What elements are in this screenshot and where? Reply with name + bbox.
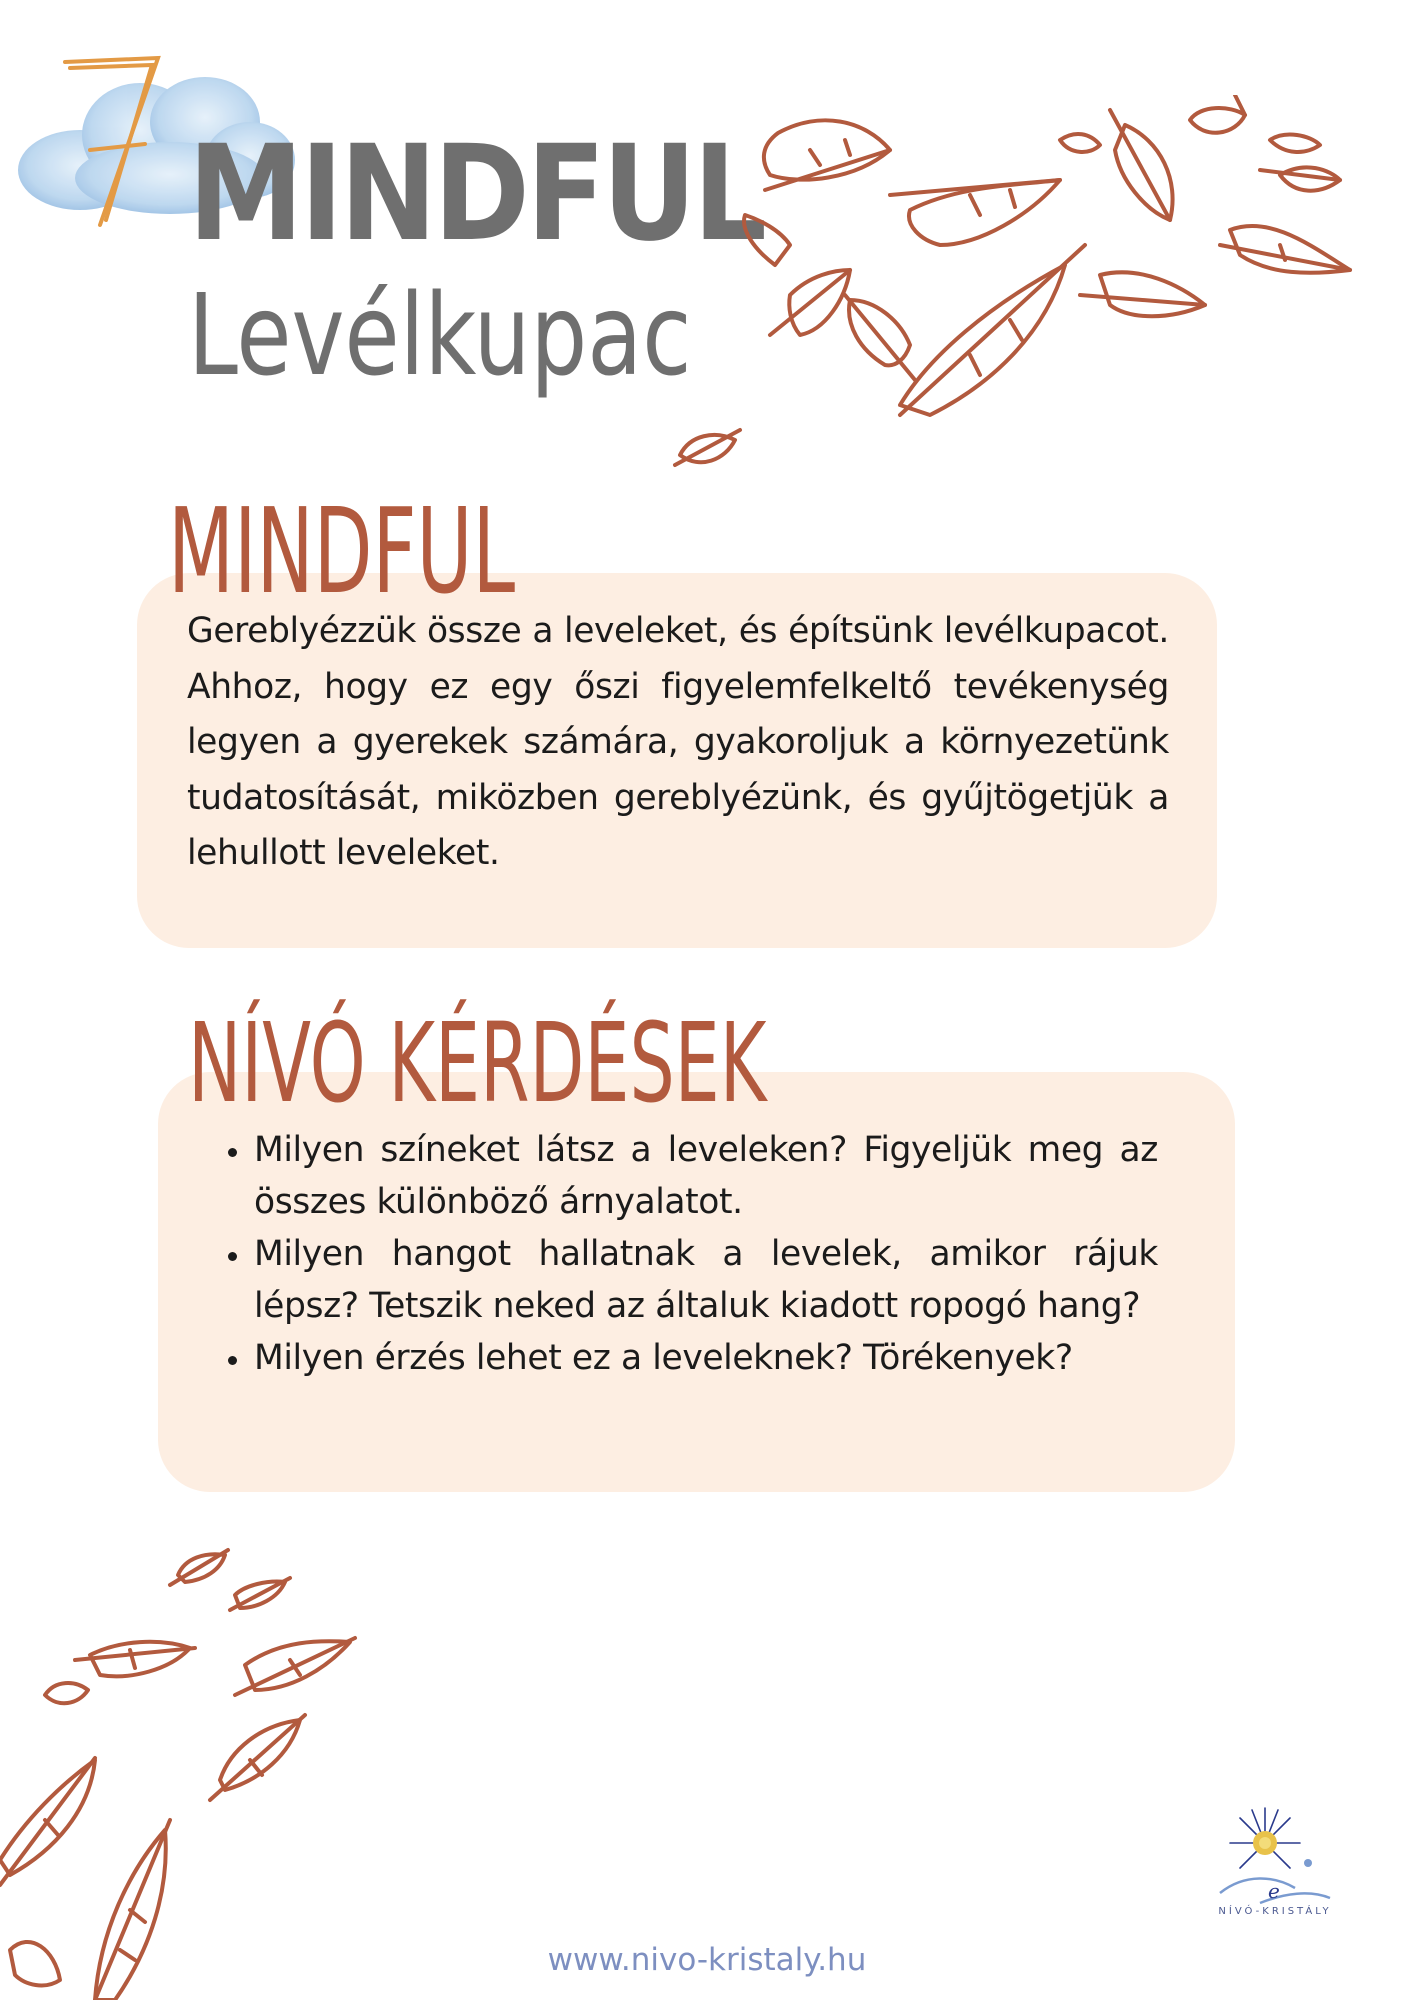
leaf-icon [1190,95,1245,133]
number-seven [60,40,170,230]
svg-text:e: e [1268,1879,1280,1903]
leaf-icon [1060,134,1100,152]
leaf-icon [1110,110,1173,220]
page-subtitle: Levélkupac [188,271,692,401]
list-item: • Milyen hangot hallatnak a levelek, amikor rájuk lépsz? Tetszik neked az általuk kiadott ropogó hang? [252,1228,1158,1332]
mindful-description: Gereblyézzük össze a leveleket, és építsünk levélkupacot. Ahhoz, hogy ez egy őszi figyelemfelkeltő tevékenység legyen a gyerekek számára, gyakoroljuk a környezetünk tudatosítását, miközben gereblyézünk, és gyűjtögetjük a lehullott leveleket. [187,611,1169,873]
list-item: • Milyen érzés lehet ez a leveleknek? Törékenyek? [252,1332,1158,1384]
leaves-illustration-bottom [0,1530,380,2000]
leaf-icon [1080,272,1205,316]
leaf-icon [675,430,740,465]
leaf-icon [770,270,850,335]
leaf-icon [900,245,1085,415]
page-title: MINDFUL [188,117,764,271]
leaf-icon [230,1578,290,1610]
leaf-icon [1220,226,1350,273]
leaf-icon [1260,167,1340,190]
list-item: • Milyen színeket látsz a leveleken? Figyeljük meg az összes különböző árnyalatot. [252,1124,1158,1228]
leaf-icon [764,120,890,190]
leaf-icon [45,1683,88,1703]
leaf-icon [744,215,790,265]
leaf-icon [0,1758,95,1885]
questions-heading: NÍVÓ KÉRDÉSEK [188,999,767,1127]
website-link[interactable]: www.nivo-kristaly.hu [547,1942,867,1978]
leaf-icon [890,180,1060,245]
nivo-kristaly-logo-icon [1200,1798,1350,1918]
questions-list [212,1124,1158,1384]
leaves-illustration-top [660,95,1360,495]
leaf-icon [170,1550,228,1585]
leaf-icon [75,1642,195,1676]
mindful-heading: MINDFUL [168,482,516,620]
leaf-icon [210,1715,305,1800]
leaf-icon [845,295,915,380]
leaf-icon [235,1638,355,1695]
logo-text: NÍVÓ-KRISTÁLY [1218,1906,1332,1917]
leaf-icon [1270,135,1320,152]
